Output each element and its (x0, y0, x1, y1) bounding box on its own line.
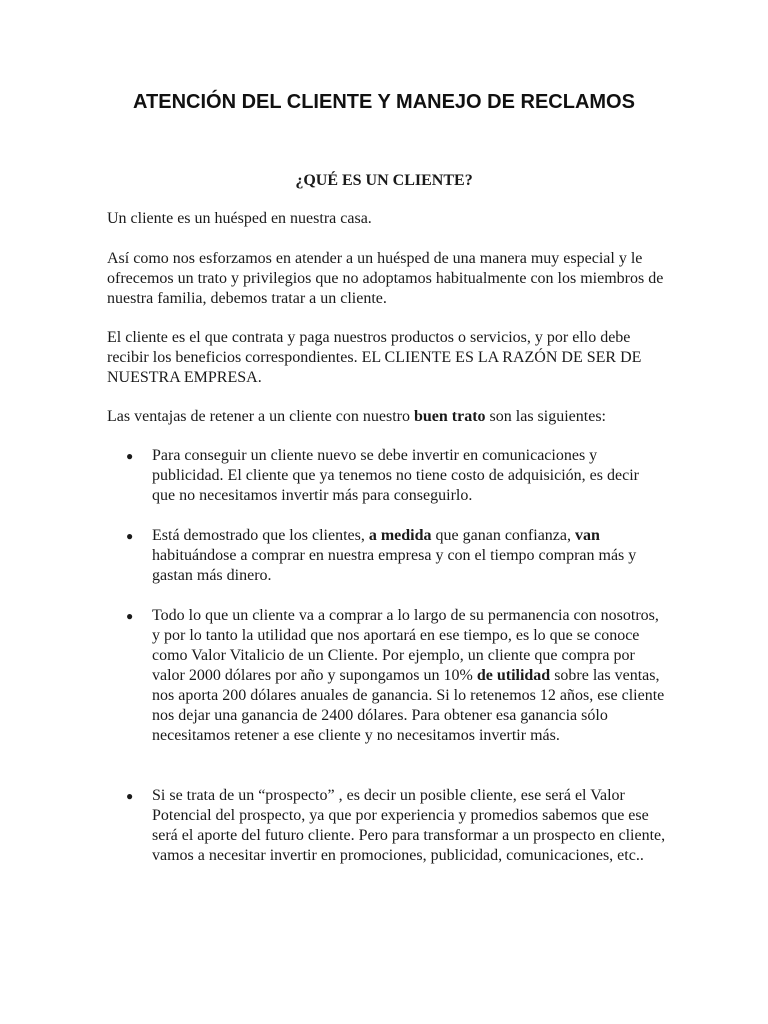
list-item-confidence (126, 526, 666, 586)
bullet-icon: ● (126, 529, 134, 543)
document-title: ATENCIÓN DEL CLIENTE Y MANEJO DE RECLAMOS (133, 91, 635, 113)
list-item-text (152, 606, 666, 746)
list-item-text: Para conseguir un cliente nuevo se debe invertir en comunicaciones y publicidad. El cliente que ya tenemos no tiene costo de adquisición, es decir que no necesitamos invertir más para conseguirlo. (152, 447, 639, 504)
advantages-text-bold: buen trato (413, 408, 486, 425)
bullet-icon: ● (126, 609, 134, 623)
advantages-text-start: Las ventajas de retener a un cliente con nuestro (107, 408, 414, 425)
list-item-bold-part: a medida (368, 527, 432, 544)
list-item-text-part: sobre las ventas, nos aporta 200 dólares anuales de ganancia. Si lo retenemos 12 años, ese cliente nos dejar una ganancia de 2400 dólares. Para obtener esa ganancia sólo necesitamos retener a ese cliente y no necesitamos invertir más. (152, 667, 665, 744)
paragraph-attention: Así como nos esforzamos en atender a un huésped de una manera muy especial y le ofrecemos un trato y privilegios que no adoptamos habitualmente con los miembros de nuestra familia, debemos tratar a un cliente. (107, 250, 664, 307)
section-subtitle: ¿QUÉ ES UN CLIENTE? (295, 172, 473, 189)
advantages-text-end: son las siguientes: (485, 408, 606, 425)
bullet-icon: ● (126, 449, 134, 463)
list-item-text-part: Todo lo que un cliente va a comprar a lo largo de su permanencia con nosotros, y por lo tanto la utilidad que nos aportará en ese tiempo, es lo que se conoce como Valor Vitalicio de un Cliente. Por ejemplo, un cliente que compra por valor 2000 dólares por año y supongamos un 10% (152, 607, 659, 684)
list-item-text: Si se trata de un “prospecto” , es decir un posible cliente, ese será el Valor Potencial del prospecto, ya que por experiencia y promedios sabemos que ese será el aporte del futuro cliente. Pero para transformar a un prospecto en cliente, vamos a necesitar invertir en promociones, publicidad, comunicaciones, etc.. (152, 787, 666, 864)
paragraph-guest: Un cliente es un huésped en nuestra casa. (107, 210, 372, 227)
list-item-lifetime-value (126, 606, 666, 746)
list-item-new-client (126, 446, 666, 506)
list-item-text-part: Está demostrado que los clientes, (152, 527, 369, 544)
list-item-text-part: habituándose a comprar en nuestra empresa y con el tiempo compran más y gastan más dinero. (152, 547, 637, 584)
paragraph-advantages (107, 407, 667, 427)
list-item-text-part: que ganan confianza, (431, 527, 575, 544)
list-item-text (152, 526, 666, 586)
list-item-bold-part: de utilidad (476, 667, 551, 684)
list-item-bold-part: van (575, 527, 600, 544)
bullet-icon: ● (126, 789, 134, 803)
paragraph-client-role: El cliente es el que contrata y paga nuestros productos o servicios, y por ello debe recibir los beneficios correspondientes. EL CLIENTE ES LA RAZÓN DE SER DE NUESTRA EMPRESA. (107, 329, 642, 386)
list-item-prospect (126, 786, 666, 866)
